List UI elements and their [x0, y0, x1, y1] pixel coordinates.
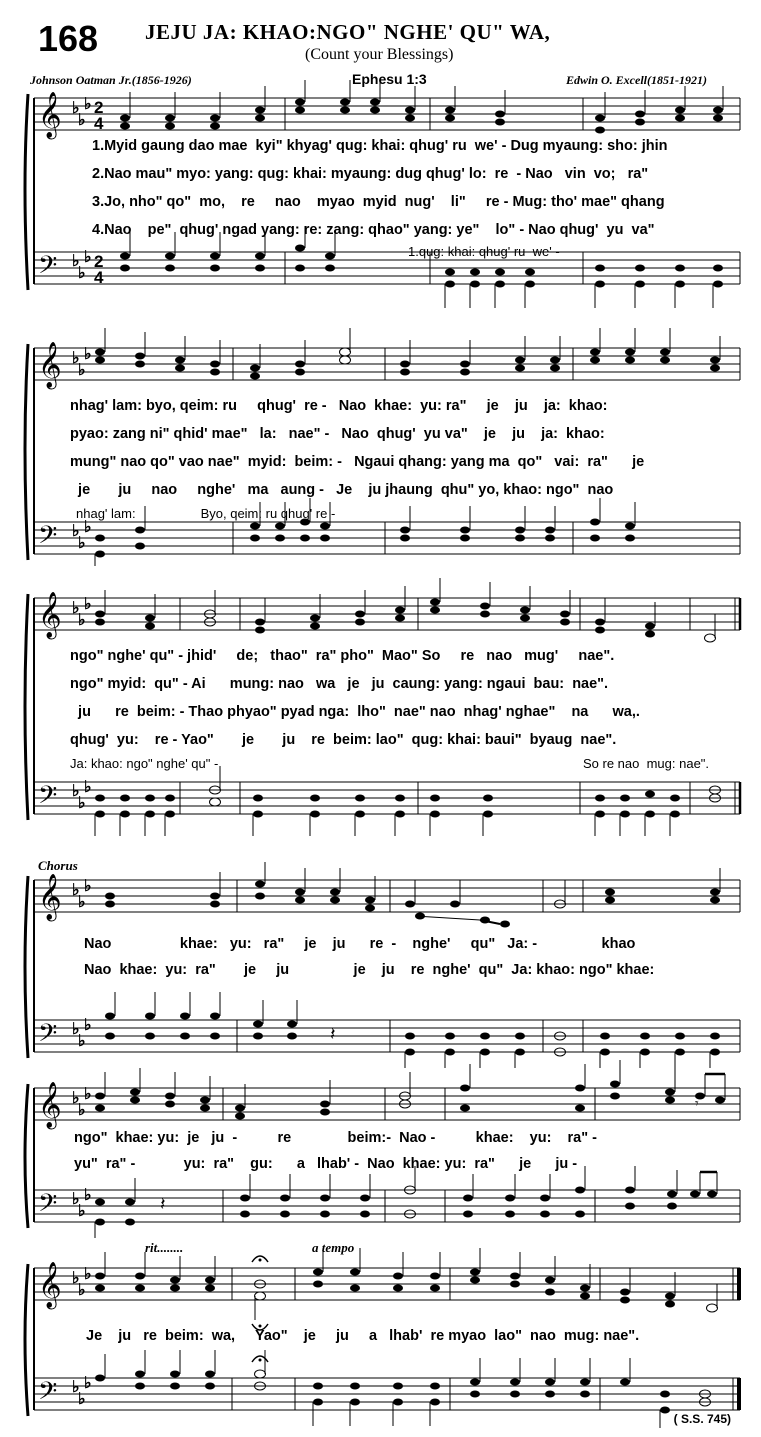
- verse-3-line: mung" nao qo" vao nae" myid: beim: - Ngaui qhang: yang ma qo" vai: ra" je: [70, 454, 645, 470]
- chorus-line-2: yu" ra" - yu: ra" gu: a lhab' - Nao khae: yu: ra" je ju -: [74, 1156, 578, 1172]
- svg-text:♭: ♭: [72, 253, 80, 270]
- svg-text:𝄞: 𝄞: [38, 874, 62, 920]
- svg-text:2: 2: [94, 98, 104, 117]
- chorus-line-1: ngo" khae: yu: je ju - re beim:- Nao - khae: yu: ra" -: [74, 1130, 597, 1146]
- svg-text:♭: ♭: [84, 596, 92, 613]
- svg-text:𝄞: 𝄞: [38, 592, 62, 638]
- svg-text:♭: ♭: [78, 1102, 86, 1119]
- verse-3-line: 3.Jo, nho" qo" mo, re nao myao myid nug' li" re - Mug: tho' mae" qhang: [92, 194, 665, 210]
- svg-text:♭: ♭: [84, 346, 92, 363]
- svg-text:♭: ♭: [72, 783, 80, 800]
- svg-text:♭: ♭: [78, 265, 86, 282]
- bass-lyric-left: Ja: khao: ngo" nghe' qu" -: [70, 756, 219, 771]
- svg-text:♭: ♭: [72, 1021, 80, 1038]
- chorus-label: Chorus: [38, 858, 78, 873]
- svg-text:♭: ♭: [78, 1033, 86, 1050]
- svg-text:𝄢: 𝄢: [38, 781, 58, 816]
- svg-text:4: 4: [94, 114, 104, 133]
- scripture-reference: Ephesu 1:3: [352, 71, 427, 87]
- svg-text:𝄞: 𝄞: [38, 1082, 62, 1128]
- svg-text:♭: ♭: [72, 1270, 80, 1287]
- music-system-3: [0, 566, 761, 836]
- grand-staff: [0, 836, 761, 1068]
- svg-text:𝄽: 𝄽: [160, 1194, 166, 1215]
- svg-text:𝄾: 𝄾: [695, 1096, 699, 1112]
- svg-text:2: 2: [94, 252, 104, 271]
- svg-text:♭: ♭: [84, 1187, 92, 1204]
- verse-4-line: 4.Nao pe" qhug' ngad yang: re: zang: qhao" yang: ye" lo" - Nao qhug' yu va": [92, 222, 655, 238]
- verse-4-line: je ju nao nghe' ma aung - Je ju jhaung qhu" yo, khao: ngo" nao: [70, 482, 614, 498]
- svg-text:♭: ♭: [84, 96, 92, 113]
- svg-text:♭: ♭: [78, 112, 86, 129]
- verse-1-line: 1.Myid gaung dao mae kyi" khyag' qug: khai: qhug' ru we' - Dug myaung: sho: jhin: [92, 138, 668, 154]
- chorus-line-2: Nao khae: yu: ra" je ju je ju re nghe' qu" Ja: khao: ngo" khae:: [84, 962, 655, 978]
- music-system-1: [0, 86, 761, 316]
- svg-text:♭: ♭: [84, 1086, 92, 1103]
- music-system-6: [0, 1238, 761, 1437]
- verse-1-line: nhag' lam: byo, qeim: ru qhug' re - Nao khae: yu: ra" je ju ja: khao:: [70, 398, 608, 414]
- svg-text:𝄢: 𝄢: [38, 251, 58, 286]
- svg-text:♭: ♭: [72, 350, 80, 367]
- bass-lyric: nhag' lam: Byo, qeim: ru qhug' re -: [76, 506, 336, 521]
- chorus-final-line: Je ju re beim: wa, Yao" je ju a lhab' re myao lao" nao mug: nae".: [86, 1328, 640, 1344]
- verse-2-line: 2.Nao mau" myo: yang: qug: khai: myaung: dug qhug' lo: re - Nao vin vo; ra": [92, 166, 649, 182]
- music-system-2: [0, 316, 761, 566]
- svg-text:♭: ♭: [72, 1191, 80, 1208]
- a-tempo-marking: a tempo: [312, 1240, 355, 1255]
- verse-1-line: ngo" nghe' qu" - jhid' de; thao" ra" pho" Mao" So re nao mug' nae".: [70, 648, 615, 664]
- svg-text:♭: ♭: [78, 535, 86, 552]
- svg-text:♭: ♭: [78, 1391, 86, 1408]
- svg-text:𝄞: 𝄞: [38, 342, 62, 388]
- svg-text:♭: ♭: [78, 795, 86, 812]
- music-system-4-chorus: [0, 836, 761, 1068]
- verse-2-line: pyao: zang ni" qhid' mae" la: nae" - Nao qhug' yu va" je ju ja: khao:: [70, 426, 605, 442]
- svg-text:♭: ♭: [72, 882, 80, 899]
- svg-text:♭: ♭: [84, 249, 92, 266]
- svg-text:♭: ♭: [78, 1203, 86, 1220]
- hymn-subtitle: (Count your Blessings): [305, 46, 454, 63]
- svg-text:♭: ♭: [84, 1375, 92, 1392]
- svg-text:♭: ♭: [84, 878, 92, 895]
- svg-text:♭: ♭: [78, 362, 86, 379]
- svg-text:𝄞: 𝄞: [38, 1262, 62, 1308]
- svg-text:4: 4: [94, 268, 104, 287]
- verse-3-line: ju re beim: - Thao phyao" pyad nga: lho" nae" nao nhag' nghae" na wa,.: [70, 704, 640, 720]
- bass-lyric-right: So re nao mug: nae".: [583, 756, 710, 771]
- svg-text:𝄢: 𝄢: [38, 1189, 58, 1224]
- svg-text:𝄢: 𝄢: [38, 1019, 58, 1054]
- bass-lyric: 1.qug: khai: qhug' ru we' -: [408, 244, 560, 259]
- svg-text:♭: ♭: [72, 523, 80, 540]
- svg-text:♭: ♭: [78, 894, 86, 911]
- svg-text:♭: ♭: [78, 1282, 86, 1299]
- hymn-number: 168: [38, 18, 99, 59]
- svg-text:♭: ♭: [84, 1017, 92, 1034]
- composer-credit: Edwin O. Excell(1851-1921): [566, 73, 707, 87]
- verse-4-line: qhug' yu: re - Yao" je ju re beim: lao" qug: khai: baui" byaug nae".: [70, 732, 617, 748]
- svg-text:♭: ♭: [84, 779, 92, 796]
- ritardando-marking: rit........: [145, 1240, 184, 1255]
- verse-2-line: ngo" myid: qu" - Ai mung: nao wa je ju caung: yang: ngaui bau: nae".: [70, 676, 609, 692]
- svg-text:♭: ♭: [78, 612, 86, 629]
- svg-text:𝄞: 𝄞: [38, 92, 62, 138]
- svg-text:♭: ♭: [84, 1266, 92, 1283]
- source-reference: ( S.S. 745): [673, 1412, 731, 1426]
- music-system-5: [0, 1068, 761, 1238]
- svg-text:𝄢: 𝄢: [38, 1377, 58, 1412]
- lyricist-credit: Johnson Oatman Jr.(1856-1926): [30, 73, 192, 87]
- hymn-title: JEJU JA: KHAO:NGO" NGHE' QU" WA,: [145, 20, 551, 44]
- svg-text:♭: ♭: [72, 600, 80, 617]
- svg-text:♭: ♭: [84, 519, 92, 536]
- grand-staff: [0, 1068, 761, 1238]
- svg-text:𝄽: 𝄽: [330, 1024, 336, 1045]
- svg-text:𝄢: 𝄢: [38, 521, 58, 556]
- svg-text:♭: ♭: [72, 1090, 80, 1107]
- grand-staff: [0, 566, 761, 836]
- chorus-line-1: Nao khae: yu: ra" je ju re - nghe' qu" Ja: - khao: [84, 936, 636, 952]
- svg-text:♭: ♭: [72, 100, 80, 117]
- svg-text:♭: ♭: [72, 1379, 80, 1396]
